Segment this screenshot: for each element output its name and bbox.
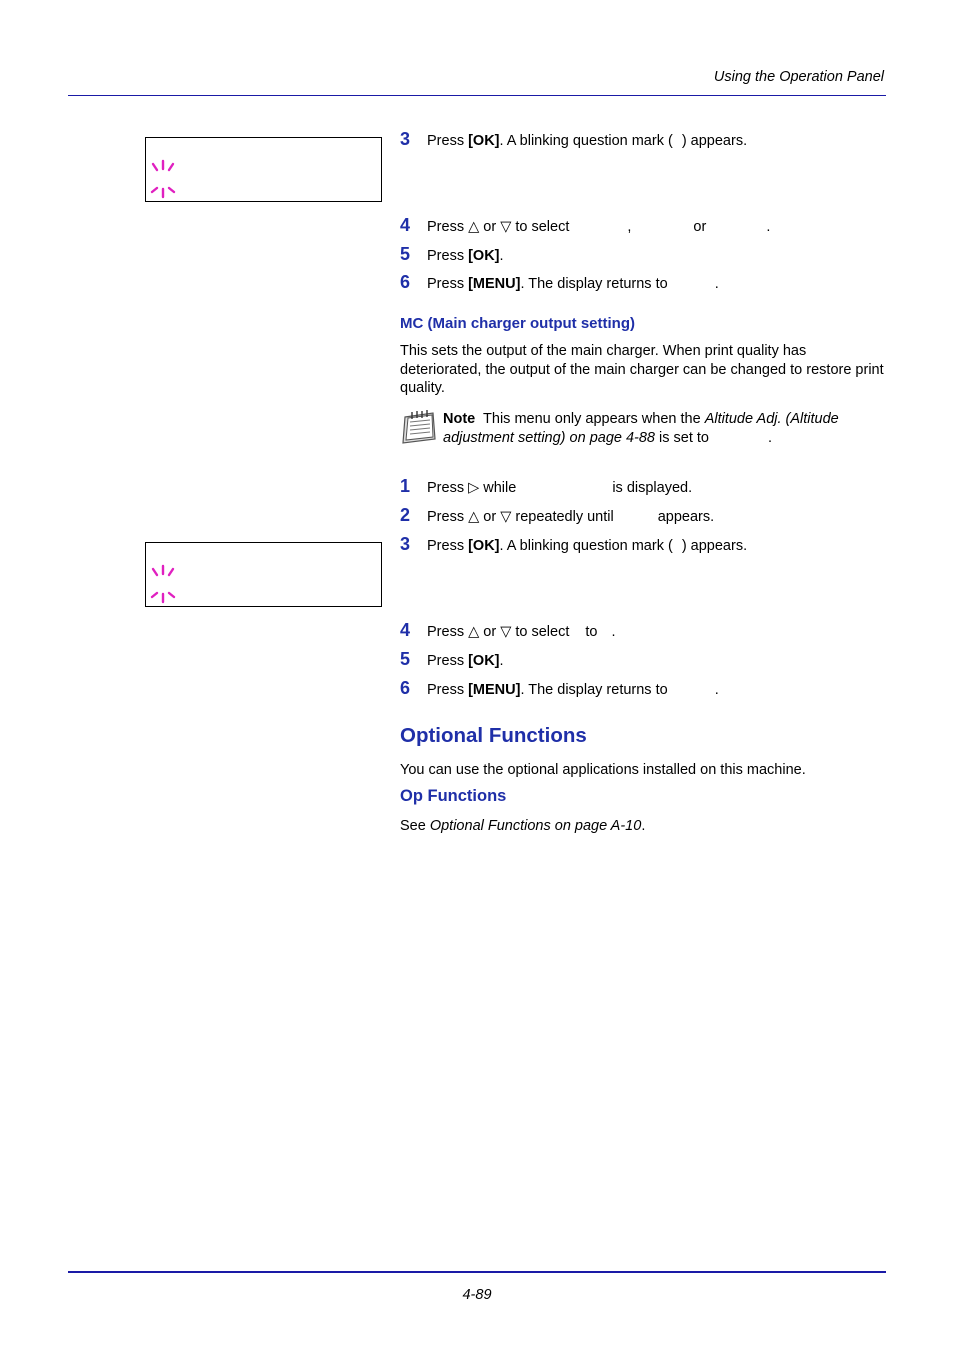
- mc-heading: MC (Main charger output setting): [400, 315, 635, 332]
- optional-description: You can use the optional applications installed on this machine.: [400, 762, 806, 778]
- lcd-display-2: [145, 542, 382, 607]
- header-rule: [68, 95, 886, 96]
- footer-rule: [68, 1271, 886, 1273]
- mc-description: This sets the output of the main charger. When print quality has deteriorated, the output of the main charger can be changed to restore print quality.: [400, 343, 884, 396]
- note-pad-icon: [399, 409, 439, 445]
- running-header: Using the Operation Panel: [713, 69, 884, 85]
- blinking-cursor-icon: [148, 563, 178, 605]
- lcd-display-1: [145, 137, 382, 202]
- blinking-cursor-icon: [148, 158, 178, 200]
- cross-reference-link[interactable]: Optional Functions on page A-10: [429, 818, 642, 834]
- page-number: 4-89: [462, 1287, 492, 1303]
- op-functions-heading: Op Functions: [400, 787, 507, 805]
- cross-reference-link[interactable]: Altitude Adj. (Altitude adjustment setting) on page 4-88: [443, 411, 839, 446]
- section-title: Optional Functions: [400, 724, 587, 747]
- see-reference: See Optional Functions on page A-10.: [400, 818, 646, 834]
- note-text: Note This menu only appears when the Altitude Adj. (Altitude adjustment setting) on page 4-88 is set to .: [443, 411, 839, 446]
